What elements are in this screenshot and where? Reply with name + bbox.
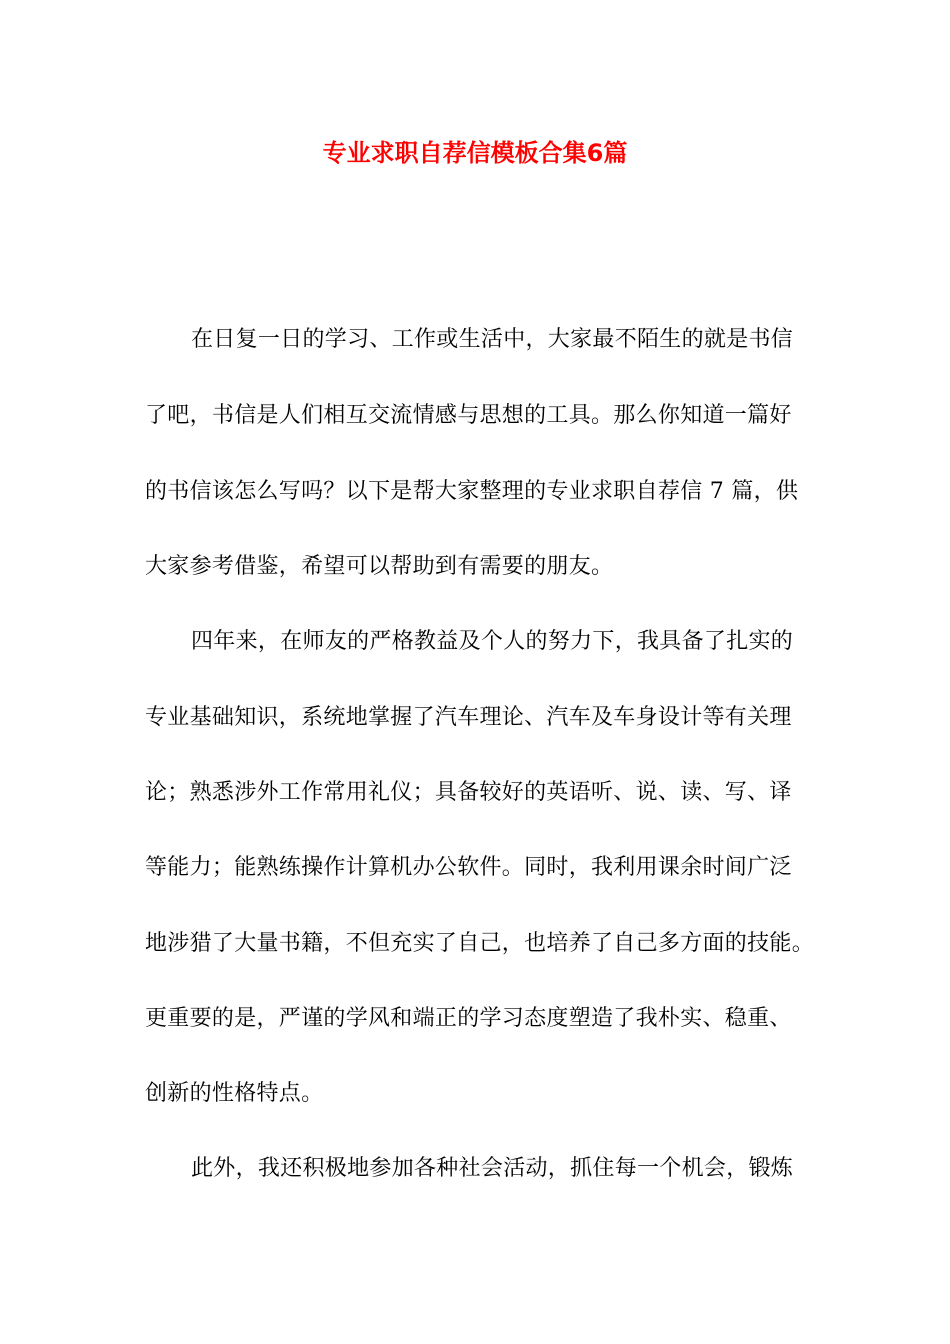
paragraph-1-line-1: 在日复一日的学习、工作或生活中，大家最不陌生的就是书信 — [191, 327, 794, 352]
document-title: 专业求职自荐信模板合集6篇 — [322, 139, 628, 167]
paragraph-1-line-4: 大家参考借鉴，希望可以帮助到有需要的朋友。 — [145, 554, 614, 579]
paragraph-2-line-5: 地涉猎了大量书籍，不但充实了自己，也培养了自己多方面的技能。 — [145, 931, 815, 956]
paragraph-2-line-6: 更重要的是，严谨的学风和端正的学习态度塑造了我朴实、稳重、 — [145, 1006, 792, 1031]
paragraph-2-line-1: 四年来，在师友的严格教益及个人的努力下，我具备了扎实的 — [191, 629, 794, 654]
paragraph-2-line-7: 创新的性格特点。 — [145, 1081, 324, 1106]
paragraph-2-line-3: 论；熟悉涉外工作常用礼仪；具备较好的英语听、说、读、写、译 — [145, 780, 792, 805]
paragraph-2-line-2: 专业基础知识，系统地掌握了汽车理论、汽车及车身设计等有关理 — [145, 705, 792, 730]
paragraph-3-line-1: 此外，我还积极地参加各种社会活动，抓住每一个机会，锻炼 — [191, 1156, 794, 1181]
paragraph-2-line-4: 等能力；能熟练操作计算机办公软件。同时，我利用课余时间广泛 — [145, 855, 792, 880]
paragraph-1-line-3: 的书信该怎么写吗？以下是帮大家整理的专业求职自荐信 7 篇，供 — [145, 479, 799, 504]
paragraph-1-line-2: 了吧，书信是人们相互交流情感与思想的工具。那么你知道一篇好 — [145, 403, 792, 428]
